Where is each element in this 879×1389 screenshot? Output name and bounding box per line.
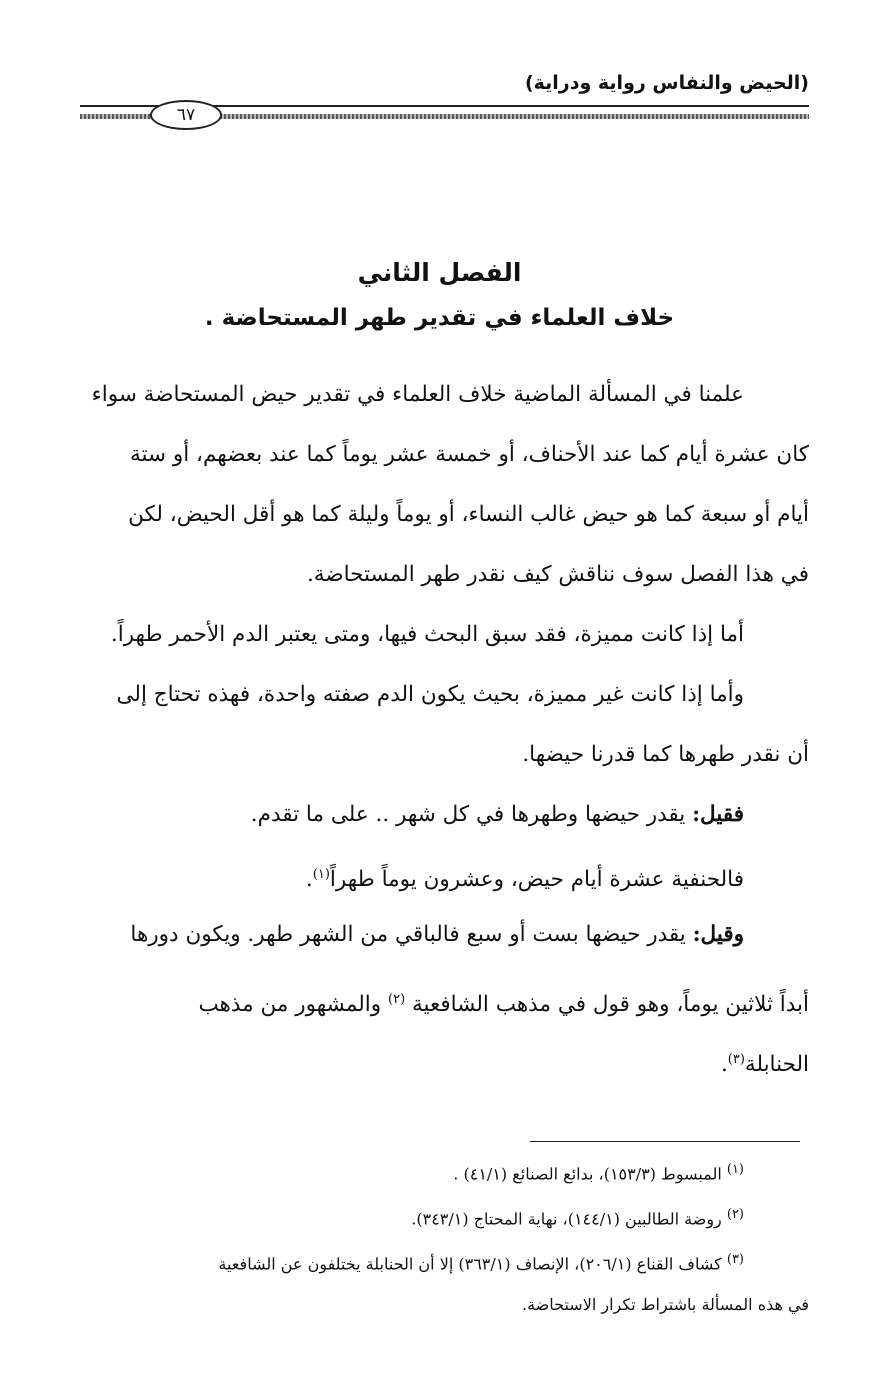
footnote-3-text: كشاف القناع (٢٠٦/١)، الإنصاف (٣٦٣/١) إلا أن الحنابلة يختلفون عن الشافعية (218, 1254, 722, 1274)
opinion-2-label: وقيل: (692, 922, 744, 947)
page-number-badge (150, 100, 222, 130)
chapter-title: الفصل الثاني (357, 258, 522, 287)
paragraph-2-line-1: أما إذا كانت مميزة، فقد سبق البحث فيها، ومتى يعتبر الدم الأحمر طهراً. (110, 622, 744, 647)
page-number: ٦٧ (176, 105, 196, 125)
opinion-2-line-1 (130, 920, 744, 950)
footnote-3-continuation: في هذه المسألة باشتراط تكرار الاستحاضة. (522, 1295, 809, 1314)
footnote-ref-3: (٣) (727, 1052, 745, 1067)
opinion-2-line-2 (198, 985, 809, 1020)
opinion-2-line-3 (721, 1045, 809, 1080)
paragraph-1-line-1: علمنا في المسألة الماضية خلاف العلماء في تقدير حيض المستحاضة سواء (91, 382, 744, 407)
paragraph-3-line-1: وأما إذا كانت غير مميزة، بحيث يكون الدم صفته واحدة، فهذه تحتاج إلى (116, 682, 744, 707)
footnote-3 (218, 1248, 744, 1276)
footnote-2 (411, 1203, 744, 1231)
opinion-1-line (251, 800, 744, 830)
opinion-2-line-2b: والمشهور من مذهب (198, 992, 382, 1018)
footnote-1-number: (١) (726, 1162, 744, 1177)
opinion-2-end: . (720, 1052, 728, 1078)
footnote-3-number: (٣) (726, 1252, 744, 1267)
chapter-subtitle: خلاف العلماء في تقدير طهر المستحاضة . (204, 305, 675, 331)
paragraph-1-line-3: أيام أو سبعة كما هو حيض غالب النساء، أو يوماً وليلة كما هو أقل الحيض، لكن (128, 502, 809, 527)
footnote-2-text: روضة الطالبين (١٤٤/١)، نهاية المحتاج (٣٤٣/١). (411, 1209, 722, 1229)
footnote-ref-2: (٢) (388, 992, 406, 1007)
opinion-1-label: فقيل: (692, 802, 744, 827)
opinion-2-text: يقدر حيضها بست أو سبع فالباقي من الشهر طهر. ويكون دورها (130, 922, 686, 947)
opinion-2-line-3-text: الحنابلة (744, 1052, 809, 1078)
paragraph-1-line-2: كان عشرة أيام كما عند الأحناف، أو خمسة عشر يوماً كما عند بعضهم، أو ستة (130, 442, 809, 467)
footnote-ref-1: (١) (312, 867, 330, 882)
running-head-title: (الحيض والنفاس رواية ودراية) (524, 72, 809, 94)
opinion-1-detail: فالحنفية عشرة أيام حيض، وعشرون يوماً طهراً (329, 867, 744, 893)
footnote-1-text: المبسوط (١٥٣/٣)، بدائع الصنائع (٤١/١) . (453, 1164, 722, 1184)
opinion-1-text: يقدر حيضها وطهرها في كل شهر .. على ما تقدم. (250, 802, 686, 827)
paragraph-3-line-2: أن نقدر طهرها كما قدرنا حيضها. (522, 742, 809, 767)
footnote-1 (453, 1158, 744, 1186)
opinion-1-detail-line (306, 860, 744, 895)
paragraph-1-line-4: في هذا الفصل سوف نناقش كيف نقدر طهر المستحاضة. (307, 562, 809, 587)
footnote-separator (530, 1141, 800, 1142)
footnote-2-number: (٢) (726, 1207, 744, 1222)
opinion-2-line-2a: أبداً ثلاثين يوماً، وهو قول في مذهب الشافعية (411, 992, 809, 1018)
opinion-1-end: . (305, 867, 313, 893)
